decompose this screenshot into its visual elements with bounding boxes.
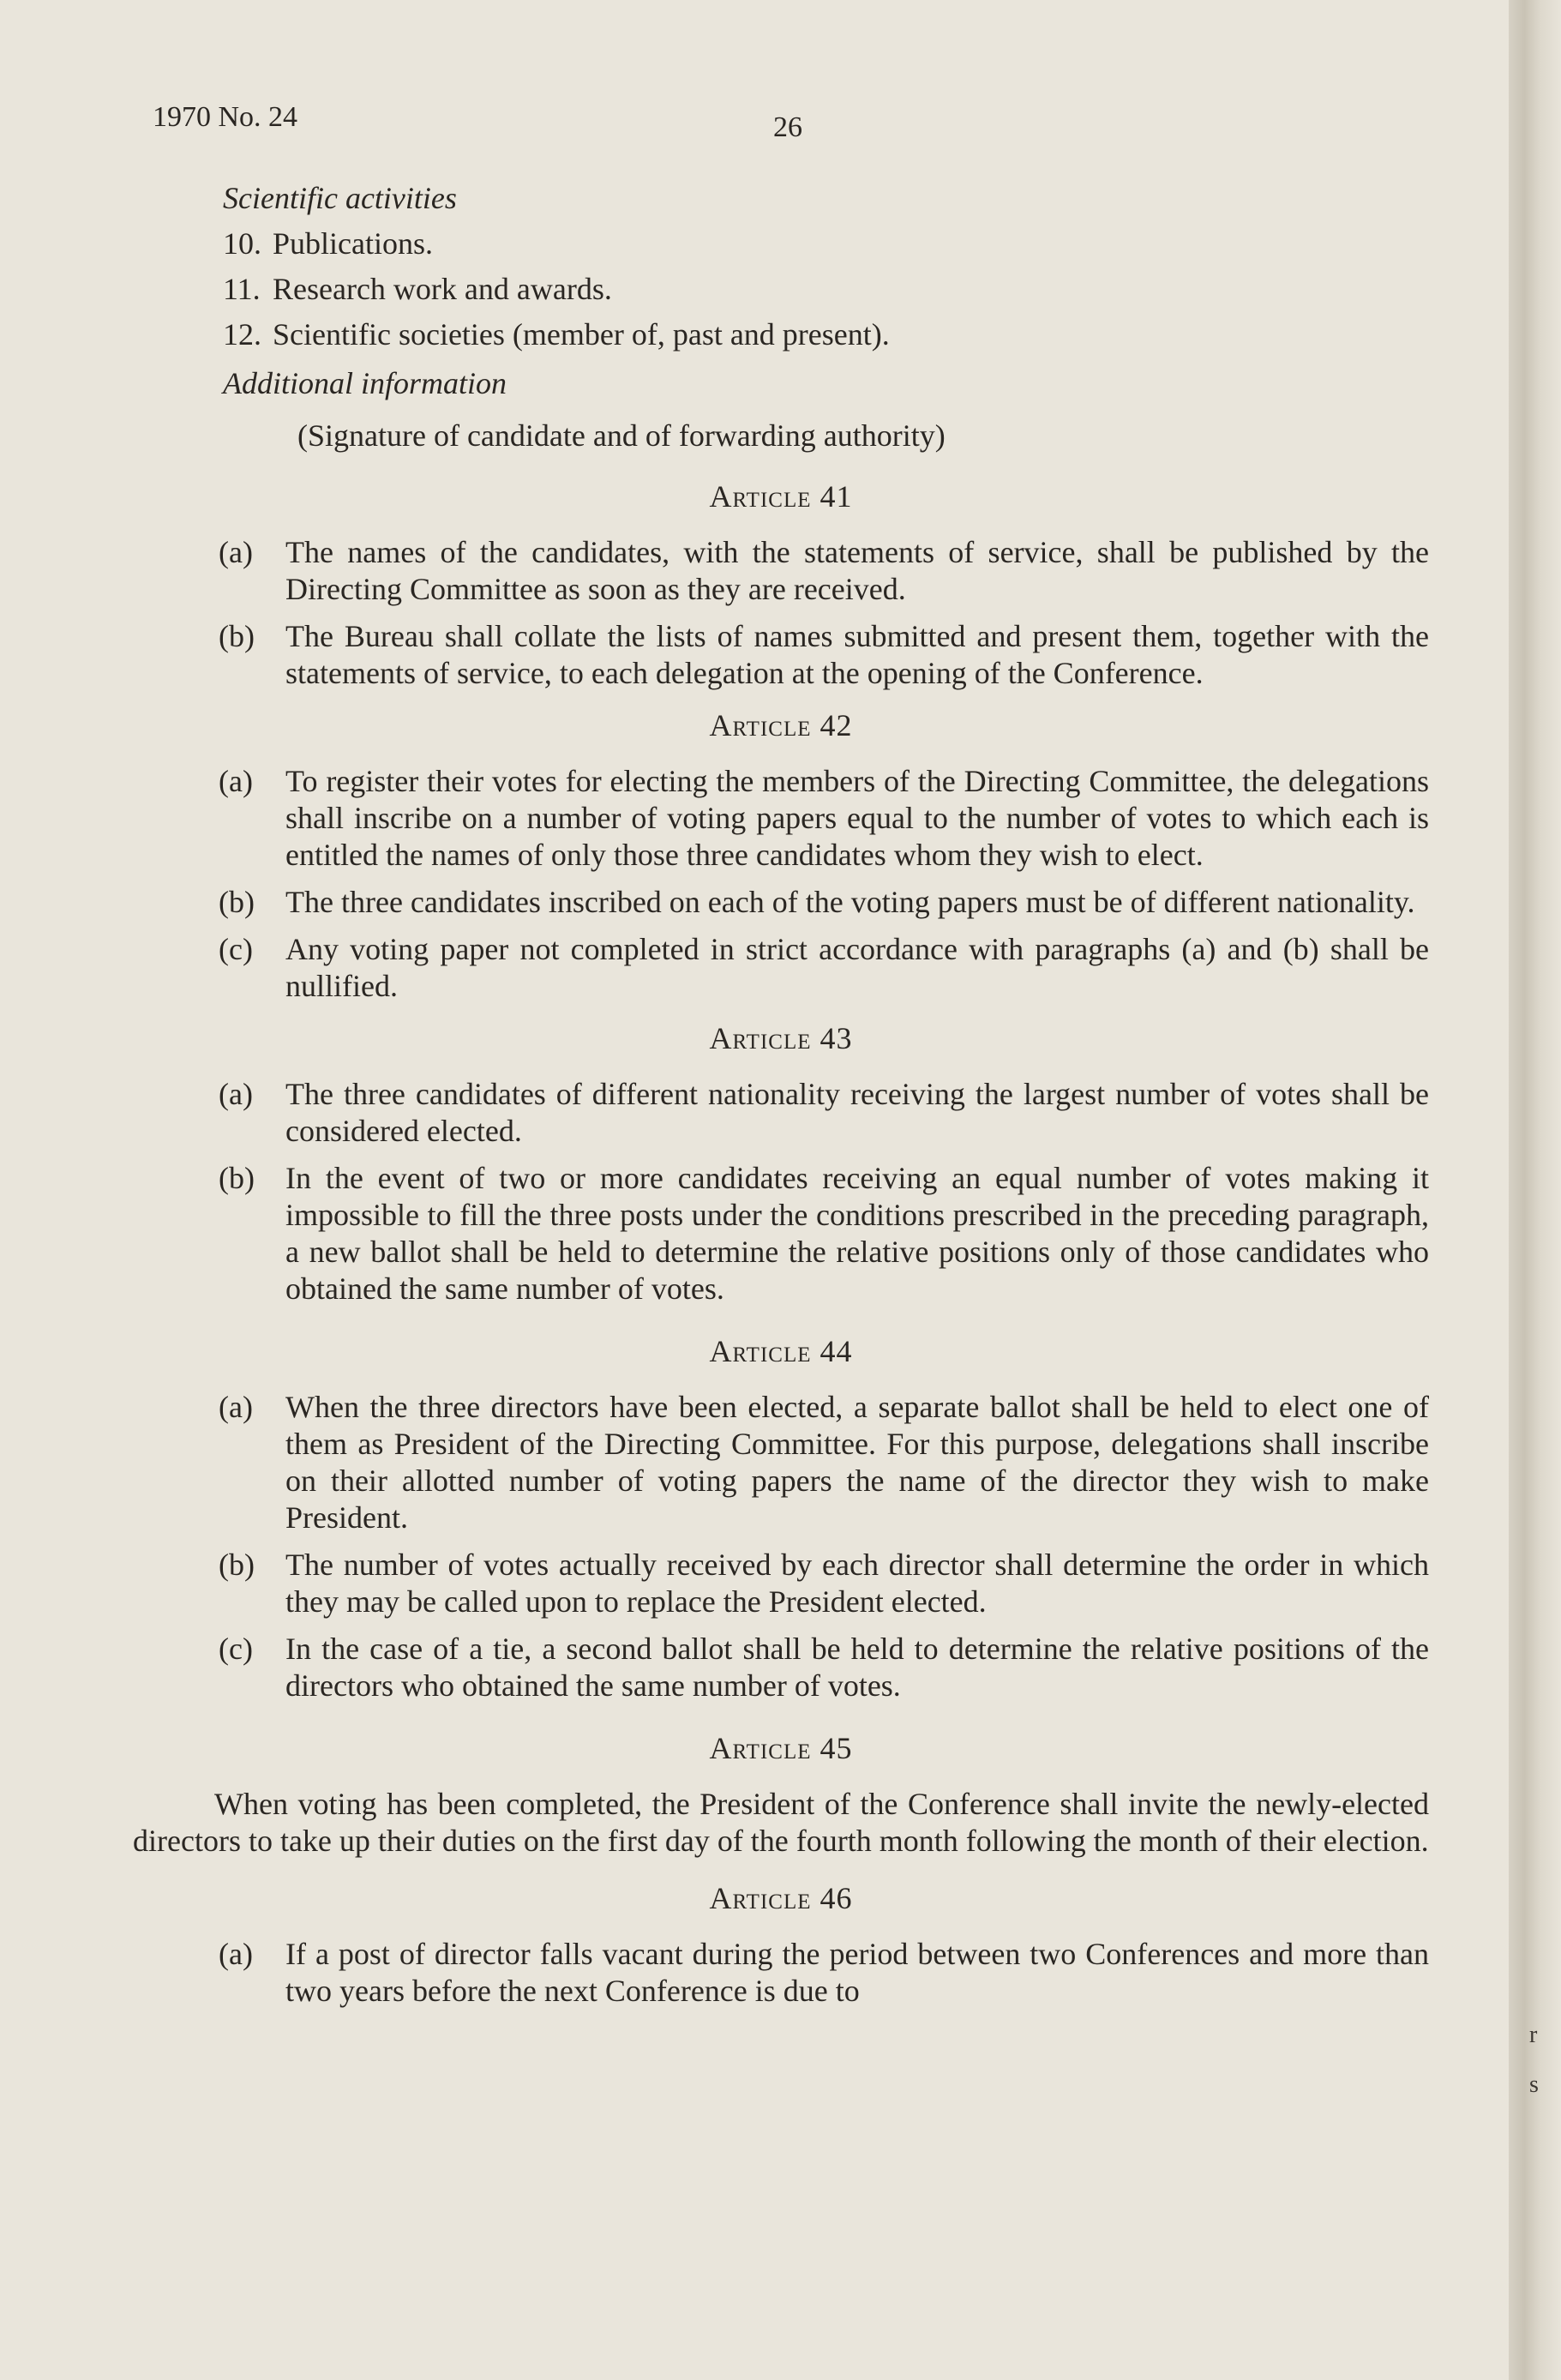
item-text: Research work and awards.	[273, 272, 612, 306]
numbered-item	[223, 316, 1429, 353]
article-item	[133, 1936, 1429, 2010]
signature-line: (Signature of candidate and of forwarding authority)	[297, 418, 946, 453]
item-label: (a)	[219, 764, 253, 798]
item-label: (a)	[219, 535, 253, 569]
numbered-item	[223, 225, 1429, 262]
spine-mark: s	[1529, 2071, 1539, 2098]
article-item	[133, 931, 1429, 1005]
item-text: Any voting paper not completed in strict accordance with paragraphs (a) and (b) shall be nullified.	[285, 932, 1429, 1003]
item-text: In the case of a tie, a second ballot shall be held to determine the relative positions of the directors who obtained the same number of votes.	[285, 1632, 1429, 1703]
item-text: Publications.	[273, 226, 433, 261]
item-label: (b)	[219, 619, 255, 653]
page-number: 26	[773, 111, 802, 143]
article-heading: Article 42	[709, 708, 853, 742]
item-text: If a post of director falls vacant during the period between two Conferences and more than two years before the next Conference is due to	[285, 1937, 1429, 2008]
item-text: When the three directors have been elected, a separate ballot shall be held to elect one of them as President of the Directing Committee. For this purpose, delegations shall inscribe on their allotted number of voting papers the name of the director they wish to make President.	[285, 1390, 1429, 1535]
article-heading: Article 41	[709, 479, 853, 514]
article-heading: Article 44	[709, 1334, 853, 1368]
item-text: The number of votes actually received by each director shall determine the order in which they may be called upon to replace the President elected.	[285, 1548, 1429, 1619]
article-heading: Article 43	[709, 1021, 853, 1055]
article-item	[133, 1160, 1429, 1307]
book-spine-edge	[1509, 0, 1561, 2380]
section-heading-additional: Additional information	[223, 366, 507, 400]
spine-mark: r	[1529, 2022, 1538, 2048]
page-body	[133, 180, 1429, 2020]
article-item	[133, 1547, 1429, 1620]
item-text: The names of the candidates, with the statements of service, shall be published by the Directing Committee as soon as they are received.	[285, 535, 1429, 606]
item-text: The Bureau shall collate the lists of names submitted and present them, together with the statements of service, to each delegation at the opening of the Conference.	[285, 619, 1429, 690]
section-heading-scientific: Scientific activities	[223, 181, 457, 215]
article-item	[133, 534, 1429, 608]
item-text: In the event of two or more candidates receiving an equal number of votes making it impossible to fill the three posts under the conditions prescribed in the preceding paragraph, a new ballot shall be held to determine the relative positions only of those candidates who obtained the same number of votes.	[285, 1161, 1429, 1306]
article-heading: Article 45	[709, 1731, 853, 1765]
article-item	[133, 1076, 1429, 1150]
article-item	[133, 618, 1429, 692]
article-item	[133, 884, 1429, 921]
item-text: The three candidates of different nationality receiving the largest number of votes shall be considered elected.	[285, 1077, 1429, 1148]
article-item	[133, 1389, 1429, 1536]
article-item	[133, 1631, 1429, 1704]
page-header	[153, 101, 1438, 153]
item-text: The three candidates inscribed on each of the voting papers must be of different nationality.	[285, 885, 1415, 919]
item-label: (c)	[219, 932, 253, 966]
item-label: (b)	[219, 1161, 255, 1195]
item-number: 12.	[223, 317, 261, 352]
article-item	[133, 763, 1429, 874]
item-text: Scientific societies (member of, past and present).	[273, 317, 890, 352]
article-heading: Article 46	[709, 1881, 853, 1915]
article-paragraph: When voting has been completed, the President of the Conference shall invite the newly-elected directors to take up their duties on the first day of the fourth month following the month of their election.	[133, 1787, 1429, 1858]
item-label: (b)	[219, 885, 255, 919]
item-label: (a)	[219, 1077, 253, 1111]
item-text: To register their votes for electing the members of the Directing Committee, the delegations shall inscribe on a number of voting papers equal to the number of votes to which each is entitled the names of only those three candidates whom they wish to elect.	[285, 764, 1429, 872]
numbered-item	[223, 271, 1429, 308]
item-number: 11.	[223, 272, 261, 306]
item-number: 10.	[223, 226, 261, 261]
item-label: (a)	[219, 1937, 253, 1971]
item-label: (b)	[219, 1548, 255, 1582]
item-label: (c)	[219, 1632, 253, 1666]
document-reference: 1970 No. 24	[153, 101, 298, 133]
item-label: (a)	[219, 1390, 253, 1424]
